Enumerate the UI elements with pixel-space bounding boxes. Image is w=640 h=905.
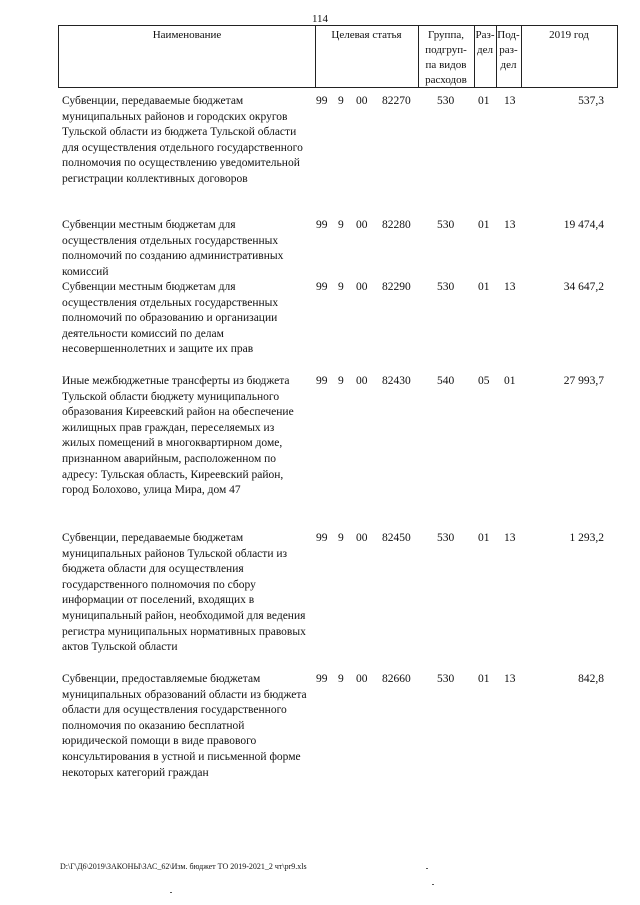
row-section: 01 [478,673,490,685]
scan-speck [426,868,428,869]
row-subsection: 13 [504,95,516,107]
row-name: Субвенции, передаваемые бюджетам муниципальных районов Тульской области из бюджета области для осуществления государственного полномочия по сбору информации от поселений, входящих в муниципальный район, необходимой для ведения регистра муниципальных нормативных правовых актов Тульской области [62,532,306,654]
row-code-3: 00 [356,281,368,293]
row-group: 530 [437,95,455,107]
row-amount: 537,3 [578,95,604,107]
row-code-4: 82270 [382,95,411,107]
header-group: Группа, подгруп- па видов расходов [425,29,467,86]
row-subsection: 13 [504,532,516,544]
row-amount: 1 293,2 [569,532,604,544]
row-code-1: 99 [316,532,328,544]
row-group: 530 [437,532,455,544]
row-code-4: 82660 [382,673,411,685]
row-section: 01 [478,532,490,544]
row-code-1: 99 [316,219,328,231]
row-code-1: 99 [316,375,328,387]
row-code-4: 82430 [382,375,411,387]
row-name: Субвенции, предоставляемые бюджетам муниципальных образований области из бюджета области для осуществления государственного полномочия по оказанию бесплатной юридической помощи в виде правового консультирования в устной и письменной форме некоторых категорий граждан [62,673,307,779]
row-code-3: 00 [356,95,368,107]
row-amount: 34 647,2 [563,281,604,293]
row-code-2: 9 [338,375,344,387]
row-group: 530 [437,219,455,231]
row-group: 540 [437,375,455,387]
row-section: 01 [478,219,490,231]
row-code-3: 00 [356,375,368,387]
row-section: 01 [478,281,490,293]
row-amount: 19 474,4 [563,219,604,231]
row-code-2: 9 [338,532,344,544]
row-code-4: 82290 [382,281,411,293]
table-header [58,25,618,88]
row-subsection: 13 [504,281,516,293]
header-section: Раз- дел [475,29,495,56]
row-code-3: 00 [356,219,368,231]
row-subsection: 13 [504,219,516,231]
row-code-2: 9 [338,95,344,107]
row-name: Субвенции местным бюджетам для осуществления отдельных государственных полномочий по образованию и организации деятельности комиссий по делам несовершеннолетних и защите их прав [62,281,279,356]
scan-speck [170,892,172,893]
header-subsection: Под- раз- дел [497,29,520,71]
row-code-2: 9 [338,219,344,231]
row-section: 01 [478,95,490,107]
page-number: 114 [311,13,329,25]
scan-speck [432,884,434,885]
row-section: 05 [478,375,490,387]
row-group: 530 [437,673,455,685]
row-code-2: 9 [338,673,344,685]
row-subsection: 01 [504,375,516,387]
row-amount: 27 993,7 [563,375,604,387]
row-code-4: 82280 [382,219,411,231]
header-year: 2019 год [549,29,589,41]
row-subsection: 13 [504,673,516,685]
row-amount: 842,8 [578,673,604,685]
row-code-2: 9 [338,281,344,293]
header-target: Целевая статья [331,29,402,41]
row-code-3: 00 [356,532,368,544]
row-name: Субвенции, передаваемые бюджетам муниципальных районов и городских округов Тульской области из бюджета Тульской области для осуществления отдельного государственного полномочия по осуществлению уведомительной регистрации коллективных договоров [62,95,303,185]
row-group: 530 [437,281,455,293]
row-code-1: 99 [316,95,328,107]
row-code-1: 99 [316,673,328,685]
row-name: Иные межбюджетные трансферты из бюджета Тульской области бюджету муниципального образования Киреевский район на обеспечение жилищных прав граждан, переселяемых из жилых помещений в многоквартирном доме, признанном аварийным, расположенном по адресу: Тульская область, Киреевский район, город Болохово, улица Мира, дом 47 [62,375,294,497]
row-code-3: 00 [356,673,368,685]
row-name: Субвенции местным бюджетам для осуществления отдельных государственных полномочий по созданию административных комиссий [62,219,284,278]
row-code-4: 82450 [382,532,411,544]
file-path-footer: D:\Г\Д6\2019\ЗАКОНЫ\ЗАС_62\Изм. бюджет ТО 2019-2021_2 чт\pr9.xls [60,862,307,871]
row-code-1: 99 [316,281,328,293]
header-name: Наименование [152,29,222,41]
